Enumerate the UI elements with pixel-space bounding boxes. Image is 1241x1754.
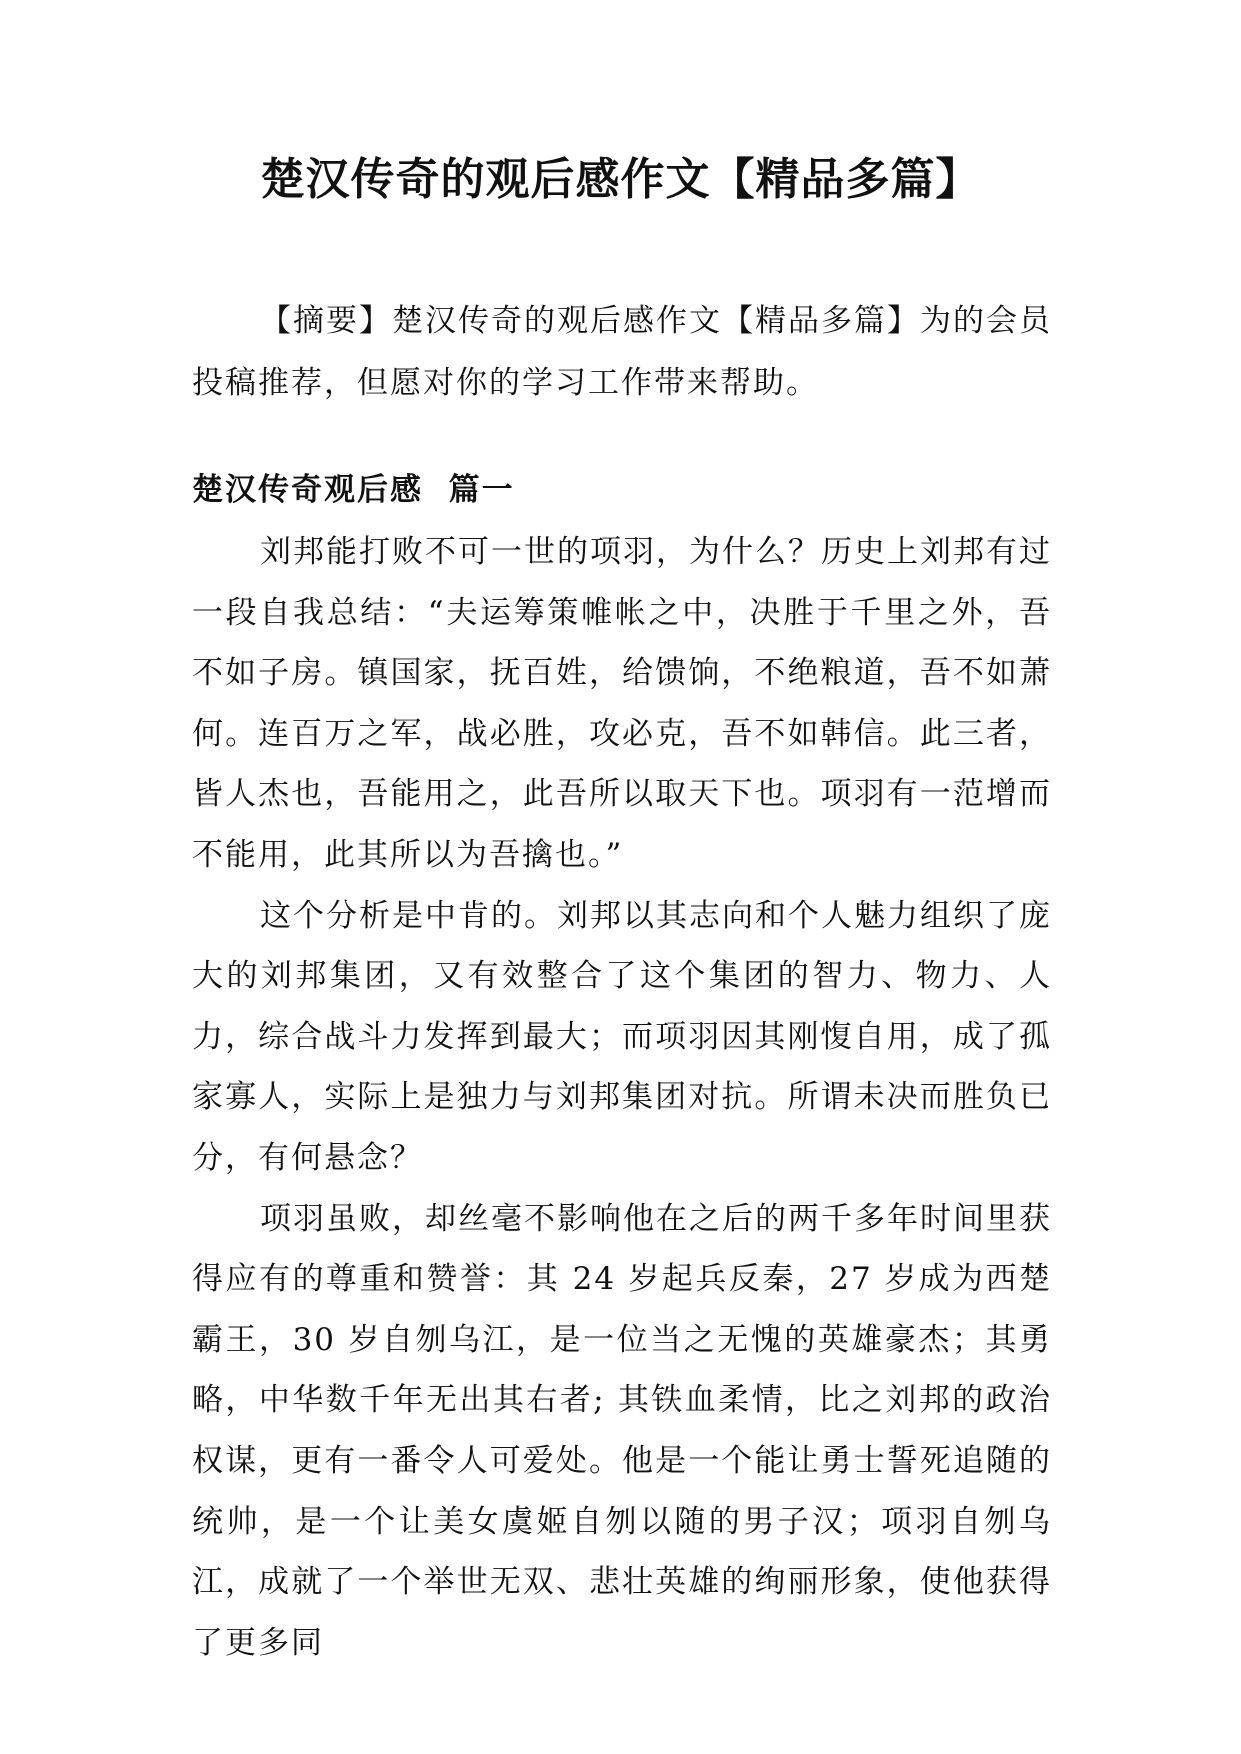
body-paragraph: 这个分析是中肯的。刘邦以其志向和个人魅力组织了庞大的刘邦集团，又有效整合了这个集团的智力、物力、人力，综合战斗力发挥到最大；而项羽因其刚愎自用，成了孤家寡人，实际上是独力与刘邦集团对抗。所谓未决而胜负已分，有何悬念？ <box>192 897 1052 1176</box>
article-body <box>192 522 1052 1673</box>
abstract-paragraph: 【摘要】楚汉传奇的观后感作文【精品多篇】为的会员投稿推荐，但愿对你的学习工作带来帮助。 <box>192 303 1052 401</box>
body-paragraph: 刘邦能打败不可一世的项羽，为什么？历史上刘邦有过一段自我总结：“夫运筹策帷帐之中，决胜于千里之外，吾不如子房。镇国家，抚百姓，给馈饷，不绝粮道，吾不如萧何。连百万之军，战必胜，攻必克，吾不如韩信。此三者，皆人杰也，吾能用之，此吾所以取天下也。项羽有一范增而不能用，此其所以为吾擒也。” <box>192 534 1052 873</box>
section-heading: 楚汉传奇观后感 篇一 <box>192 472 515 508</box>
document-title: 楚汉传奇的观后感作文【精品多篇】 <box>260 154 981 205</box>
body-paragraph: 项羽虽败，却丝毫不影响他在之后的两千多年时间里获得应有的尊重和赞誉：其 24 岁起兵反秦，27 岁成为西楚霸王，30 岁自刎乌江，是一位当之无愧的英雄豪杰；其勇略，中华数千年无出其右者; 其铁血柔情，比之刘邦的政治权谋，更有一番令人可爱处。他是一个能让勇士誓死追随的统帅，是一个让美女虞姬自刎以随的男子汉；项羽自刎乌江，成就了一个举世无双、悲壮英雄的绚丽形象，使他获得了更多同 <box>192 1200 1052 1661</box>
